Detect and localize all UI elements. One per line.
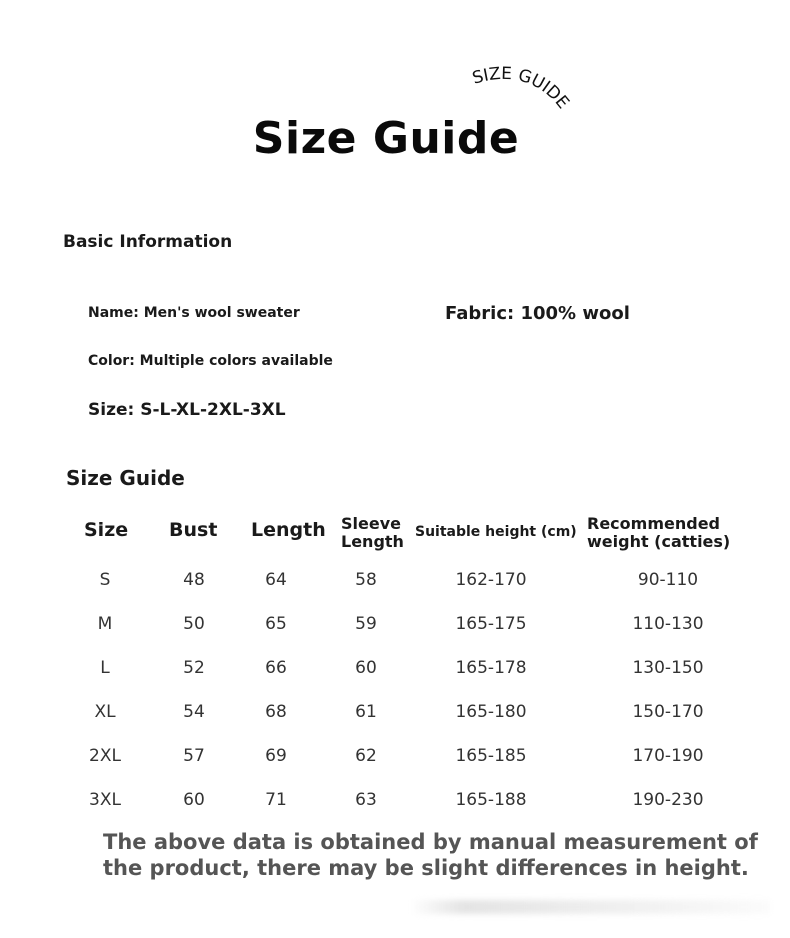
cell-height: 165-175	[455, 614, 527, 634]
header-weight-line1: Recommended	[587, 514, 720, 533]
product-sizes: Size: S-L-XL-2XL-3XL	[88, 400, 286, 420]
cell-sleeve: 59	[355, 614, 377, 634]
cell-weight: 110-130	[632, 614, 704, 634]
header-suitable-height: Suitable height (cm)	[415, 524, 577, 540]
cell-sleeve: 58	[355, 570, 377, 590]
cell-height: 165-185	[455, 746, 527, 766]
cell-sleeve: 63	[355, 790, 377, 810]
measurement-note: The above data is obtained by manual measurement of the product, there may be slight differences in height.	[103, 830, 758, 880]
header-sleeve-line1: Sleeve	[341, 514, 401, 533]
cell-length: 68	[265, 702, 287, 722]
cell-weight: 130-150	[632, 658, 704, 678]
cell-bust: 60	[183, 790, 205, 810]
cell-weight: 190-230	[632, 790, 704, 810]
cell-length: 66	[265, 658, 287, 678]
product-name: Name: Men's wool sweater	[88, 305, 300, 321]
cell-bust: 57	[183, 746, 205, 766]
svg-text:SIZE GUIDE	[470, 64, 573, 113]
cell-height: 165-188	[455, 790, 527, 810]
cell-size: XL	[94, 702, 116, 722]
cell-size: M	[97, 614, 113, 634]
header-length: Length	[251, 519, 326, 541]
cell-bust: 48	[183, 570, 205, 590]
cell-weight: 170-190	[632, 746, 704, 766]
cell-height: 165-178	[455, 658, 527, 678]
cell-height: 165-180	[455, 702, 527, 722]
header-weight-line2: weight (catties)	[587, 532, 731, 551]
blurred-watermark	[410, 900, 770, 914]
cell-length: 65	[265, 614, 287, 634]
product-color: Color: Multiple colors available	[88, 353, 333, 369]
cell-weight: 150-170	[632, 702, 704, 722]
cell-size: 3XL	[89, 790, 121, 810]
cell-length: 71	[265, 790, 287, 810]
header-sleeve-length	[341, 515, 404, 551]
cell-size: L	[100, 658, 110, 678]
cell-height: 162-170	[455, 570, 527, 590]
header-sleeve-line2: Length	[341, 532, 404, 551]
cell-sleeve: 62	[355, 746, 377, 766]
header-bust: Bust	[169, 519, 218, 541]
arc-label-text: SIZE GUIDE	[470, 63, 573, 113]
product-fabric: Fabric: 100% wool	[445, 303, 630, 324]
cell-bust: 50	[183, 614, 205, 634]
cell-size: S	[99, 570, 111, 590]
header-recommended-weight	[587, 515, 730, 551]
cell-sleeve: 61	[355, 702, 377, 722]
cell-length: 69	[265, 746, 287, 766]
cell-size: 2XL	[89, 746, 121, 766]
header-size: Size	[84, 519, 129, 541]
cell-bust: 52	[183, 658, 205, 678]
cell-weight: 90-110	[637, 570, 699, 590]
cell-sleeve: 60	[355, 658, 377, 678]
basic-info-heading: Basic Information	[63, 232, 233, 252]
cell-bust: 54	[183, 702, 205, 722]
cell-length: 64	[265, 570, 287, 590]
size-guide-heading: Size Guide	[66, 466, 185, 490]
page-title: Size Guide	[252, 113, 520, 164]
